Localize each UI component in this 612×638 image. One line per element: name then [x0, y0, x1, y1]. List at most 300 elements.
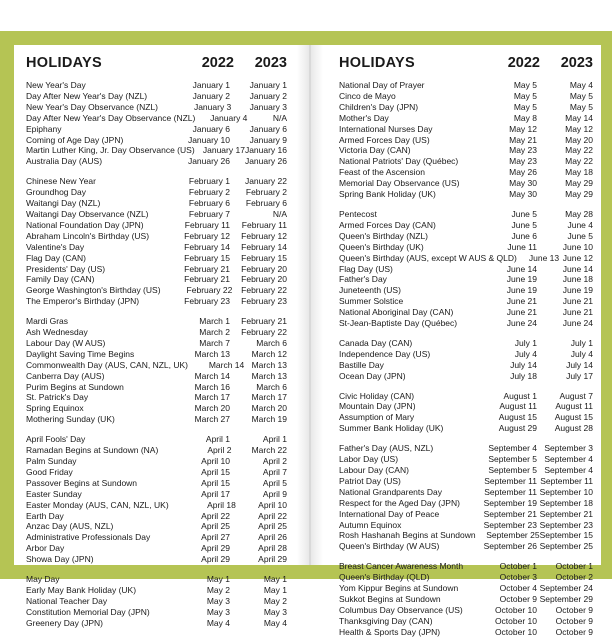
date-2023: January 16	[244, 145, 287, 156]
holiday-row	[339, 296, 593, 307]
date-2023: June 18	[562, 274, 593, 285]
date-2022: April 29	[201, 554, 230, 565]
date-2023: July 4	[570, 348, 593, 359]
date-2022: June 14	[506, 263, 537, 274]
date-2022: May 21	[509, 134, 537, 145]
date-2023: March 13	[251, 370, 287, 381]
date-2022: March 14	[208, 359, 245, 370]
holiday-row	[339, 178, 593, 189]
holiday-name: Labour Day (CAN)	[339, 465, 409, 475]
date-2023: April 26	[258, 532, 287, 543]
holiday-name: Yom Kippur Begins at Sundown	[339, 583, 459, 594]
date-2023: May 5	[569, 90, 593, 101]
date-2023: April 10	[258, 499, 287, 510]
holiday-name: National Grandparents Day	[339, 486, 443, 497]
holiday-row	[339, 476, 593, 487]
holiday-row	[26, 574, 287, 585]
holiday-row	[339, 541, 593, 552]
holiday-name: Memorial Day Observance (US)	[339, 178, 460, 189]
date-2023: May 3	[263, 606, 287, 617]
date-2022: October 4	[499, 583, 537, 594]
holiday-row	[26, 489, 287, 500]
date-2023: May 22	[565, 156, 593, 167]
date-2022: June 19	[506, 274, 537, 285]
holiday-row	[26, 511, 287, 522]
date-2023: May 1	[263, 574, 287, 585]
holiday-name: Victoria Day (CAN)	[339, 145, 411, 156]
holiday-name: Summer Solstice	[339, 296, 404, 307]
holiday-row	[339, 391, 593, 402]
holiday-row	[26, 532, 287, 543]
date-2023: March 12	[251, 348, 287, 359]
holiday-name: Showa Day (JPN)	[26, 554, 94, 565]
holiday-row	[339, 338, 593, 349]
date-2022: April 2	[207, 445, 232, 456]
holiday-name: George Washington's Birthday (US)	[26, 285, 161, 296]
holiday-name: International Day of Peace	[339, 508, 440, 519]
date-2023: February 2	[245, 187, 287, 198]
date-2022: July 4	[514, 348, 537, 359]
holiday-row	[26, 91, 287, 102]
year-column-2023: 2023	[254, 55, 287, 71]
date-2022: September 19	[483, 497, 537, 508]
holiday-name: Assumption of Mary	[339, 412, 415, 423]
date-2023: March 19	[251, 414, 287, 425]
holiday-name: The Emperor's Birthday (JPN)	[26, 296, 140, 307]
date-2023: N/A	[272, 208, 287, 219]
date-2022: February 7	[188, 208, 230, 219]
holiday-name: Queen's Birthday (W AUS)	[339, 541, 440, 552]
holiday-group	[339, 561, 593, 637]
date-2022: July 14	[510, 359, 537, 370]
holiday-name: Ramadan Begins at Sundown (NA)	[26, 445, 159, 456]
holiday-name: New Year's Day Observance (NZL)	[26, 101, 159, 112]
date-2023: April 7	[262, 466, 287, 477]
date-2022: May 30	[509, 189, 537, 200]
date-2022: June 19	[506, 285, 537, 296]
date-2022: September 21	[483, 508, 537, 519]
date-2022: April 15	[201, 477, 230, 488]
date-2023: June 21	[562, 296, 593, 307]
holiday-name: Palm Sunday	[26, 456, 77, 466]
holiday-row	[26, 618, 287, 629]
date-2022: October 10	[494, 626, 537, 637]
holiday-row	[26, 145, 287, 156]
holiday-name: Health & Sports Day (JPN)	[339, 626, 441, 637]
date-2023: February 14	[241, 241, 287, 252]
date-2023: May 4	[263, 617, 287, 628]
date-2022: April 18	[207, 499, 236, 510]
date-2022: January 3	[193, 101, 232, 112]
date-2022: March 14	[194, 370, 230, 381]
holiday-name: Flag Day (US)	[339, 263, 393, 274]
holiday-name: Early May Bank Holiday (UK)	[26, 584, 137, 595]
date-2022: September 26	[483, 541, 537, 552]
holiday-name: Greenery Day (JPN)	[26, 617, 103, 628]
date-2022: April 10	[201, 456, 230, 466]
date-2022: May 3	[206, 595, 230, 606]
holiday-name: Queen's Birthday (NZL)	[339, 230, 429, 241]
holiday-name: Mardi Gras	[26, 316, 69, 327]
holiday-name: National Aboriginal Day (CAN)	[339, 307, 454, 318]
date-2023: April 22	[258, 510, 287, 521]
holiday-name: Waitangi Day Observance (NZL)	[26, 208, 149, 219]
date-2022: May 26	[509, 167, 537, 178]
holiday-row	[26, 414, 287, 425]
holiday-row	[339, 242, 593, 253]
date-2023: September 25	[539, 541, 593, 552]
holiday-name: Passover Begins at Sundown	[26, 477, 138, 488]
holiday-row	[26, 264, 287, 275]
date-2023: September 21	[539, 508, 593, 519]
date-2023: July 17	[566, 370, 593, 381]
date-2022: March 17	[194, 392, 230, 403]
holiday-row	[339, 616, 593, 627]
holiday-name: Queen's Birthday (QLD)	[339, 572, 430, 583]
date-2022: April 15	[201, 466, 230, 477]
year-column-2022: 2022	[507, 55, 540, 71]
date-2022: May 8	[513, 112, 537, 123]
holiday-group	[26, 80, 287, 167]
holiday-row	[339, 80, 593, 91]
holiday-name: Armed Forces Day (US)	[339, 134, 430, 145]
holiday-row	[26, 467, 287, 478]
date-2023: March 20	[251, 403, 287, 414]
holiday-name: New Year's Day	[26, 80, 86, 90]
date-2022: October 3	[499, 572, 537, 583]
date-2022: January 17	[202, 145, 245, 156]
holiday-row	[339, 530, 593, 541]
holiday-row	[26, 187, 287, 198]
date-2022: October 10	[494, 604, 537, 615]
date-2022: October 10	[494, 615, 537, 626]
date-2022: March 27	[194, 414, 230, 425]
date-2022: May 2	[206, 584, 230, 595]
holiday-row	[26, 585, 287, 596]
holiday-name: Patriot Day (US)	[339, 475, 401, 486]
holiday-name: Martin Luther King, Jr. Day Observance (US)	[26, 145, 195, 156]
date-2023: May 14	[565, 112, 593, 123]
date-2023: March 6	[256, 337, 287, 348]
holiday-name: May Day	[26, 574, 60, 585]
date-2022: May 5	[513, 101, 537, 112]
holiday-row	[339, 465, 593, 476]
holiday-row	[26, 349, 287, 360]
planner-spread	[0, 31, 612, 637]
date-2022: June 24	[506, 318, 537, 329]
holiday-name: Constitution Memorial Day (JPN)	[26, 606, 150, 617]
holiday-row	[339, 498, 593, 509]
holiday-row	[26, 371, 287, 382]
date-2022: June 21	[506, 307, 537, 318]
holiday-name: Groundhog Day	[26, 187, 87, 198]
date-2022: January 6	[192, 123, 230, 134]
holiday-row	[26, 392, 287, 403]
date-2023: March 22	[251, 445, 287, 456]
date-2022: September 23	[483, 519, 537, 530]
date-2023: September 24	[539, 583, 593, 594]
holiday-name: Rosh Hashanah Begins at Sundown	[339, 530, 476, 541]
holiday-group	[26, 316, 287, 425]
date-2023: February 21	[241, 316, 287, 327]
holiday-row	[339, 156, 593, 167]
holiday-row	[339, 253, 593, 264]
date-2022: February 2	[188, 187, 230, 198]
holiday-name: Anzac Day (AUS, NZL)	[26, 521, 114, 532]
date-2023: N/A	[272, 112, 287, 123]
holiday-name: National Patriots' Day (Québec)	[339, 156, 459, 167]
holiday-row	[339, 264, 593, 275]
holiday-name: Mountain Day (JPN)	[339, 401, 416, 412]
date-2023: February 23	[241, 296, 287, 307]
date-2022: September 5	[488, 465, 537, 475]
date-2023: January 1	[249, 80, 287, 90]
date-2023: September 11	[540, 475, 593, 486]
holiday-row	[26, 338, 287, 349]
holiday-row	[339, 209, 593, 220]
date-2022: March 20	[194, 403, 230, 414]
date-2022: March 13	[194, 348, 230, 359]
holiday-row	[26, 242, 287, 253]
holiday-group	[339, 80, 593, 200]
date-2022: June 6	[511, 230, 537, 241]
holiday-name: Easter Sunday	[26, 488, 82, 499]
holiday-name: Australia Day (AUS)	[26, 156, 103, 167]
date-2023: September 10	[539, 486, 593, 497]
holiday-name: Chinese New Year	[26, 176, 96, 187]
holiday-row	[339, 412, 593, 423]
year-column-2023: 2023	[560, 55, 593, 71]
date-2023: June 24	[562, 318, 593, 329]
date-2023: August 15	[554, 412, 593, 423]
holiday-row	[26, 360, 287, 371]
date-2022: October 1	[499, 561, 537, 572]
holiday-group	[26, 574, 287, 629]
holiday-row	[26, 327, 287, 338]
holiday-row	[339, 135, 593, 146]
page-title: HOLIDAYS	[26, 55, 102, 71]
holiday-row	[26, 113, 287, 124]
date-2023: September 29	[539, 593, 593, 604]
holiday-row	[339, 167, 593, 178]
date-2022: September 11	[484, 475, 537, 486]
date-2022: February 14	[184, 241, 230, 252]
date-2023: September 18	[539, 497, 593, 508]
date-2022: February 11	[184, 219, 230, 230]
holiday-name: National Foundation Day (JPN)	[26, 219, 144, 230]
date-2022: February 22	[186, 285, 233, 296]
holiday-row	[26, 554, 287, 565]
date-2022: February 12	[184, 230, 230, 241]
holiday-name: Summer Bank Holiday (UK)	[339, 423, 444, 434]
holiday-row	[339, 360, 593, 371]
holiday-name: Commonwealth Day (AUS, CAN, NZL, UK)	[26, 359, 189, 370]
holiday-row	[339, 102, 593, 113]
holiday-name: Day After New Year's Day (NZL)	[26, 90, 148, 101]
holiday-row	[26, 434, 287, 445]
left-page-header	[26, 55, 287, 77]
date-2023: October 9	[555, 615, 593, 626]
holiday-row	[26, 220, 287, 231]
holiday-name: National Day of Prayer	[339, 80, 425, 90]
holiday-name: Flag Day (CAN)	[26, 252, 86, 263]
date-2022: April 22	[201, 510, 230, 521]
date-2023: June 21	[562, 307, 593, 318]
date-2023: January 6	[249, 123, 287, 134]
holiday-row	[26, 445, 287, 456]
holiday-row	[339, 307, 593, 318]
holiday-row	[26, 80, 287, 91]
date-2023: February 22	[241, 285, 287, 296]
date-2022: January 10	[187, 134, 230, 145]
date-2023: May 18	[565, 167, 593, 178]
date-2023: January 22	[244, 176, 287, 187]
holiday-name: Ocean Day (JPN)	[339, 370, 406, 381]
date-2023: January 3	[249, 101, 287, 112]
date-2022: October 9	[499, 593, 537, 604]
date-2022: February 1	[188, 176, 230, 187]
right-page-header	[339, 55, 593, 77]
date-2022: February 15	[184, 252, 230, 263]
holiday-group	[339, 391, 593, 435]
holiday-name: Bastille Day	[339, 359, 384, 370]
date-2023: September 3	[544, 443, 593, 454]
holiday-name: Breast Cancer Awareness Month	[339, 561, 464, 572]
holiday-group	[26, 434, 287, 565]
date-2023: July 1	[570, 337, 593, 348]
holiday-row	[339, 318, 593, 329]
holiday-name: April Fools' Day	[26, 434, 86, 445]
holiday-row	[339, 220, 593, 231]
date-2022: January 2	[192, 90, 230, 101]
date-2022: June 21	[506, 296, 537, 307]
holiday-row	[26, 124, 287, 135]
date-2022: January 26	[187, 156, 230, 167]
date-2023: June 4	[567, 219, 593, 230]
date-2022: April 17	[201, 488, 230, 499]
holiday-name: Thanksgiving Day (CAN)	[339, 615, 433, 626]
date-2023: May 29	[565, 189, 593, 200]
date-2022: February 21	[184, 274, 230, 285]
date-2023: March 17	[251, 392, 287, 403]
date-2022: September 25	[486, 530, 540, 541]
holiday-row	[339, 443, 593, 454]
date-2022: May 5	[513, 80, 537, 90]
holiday-group	[339, 209, 593, 329]
holiday-name: International Nurses Day	[339, 123, 433, 134]
date-2023: March 13	[251, 359, 287, 370]
holiday-name: Pentecost	[339, 208, 377, 219]
holiday-name: Juneteenth (US)	[339, 285, 401, 296]
holiday-row	[339, 509, 593, 520]
date-2022: September 11	[484, 486, 537, 497]
date-2023: August 11	[555, 401, 593, 412]
date-2023: May 29	[565, 178, 593, 189]
holiday-name: Abraham Lincoln's Birthday (US)	[26, 230, 150, 241]
date-2022: March 2	[199, 327, 230, 338]
holiday-name: Good Friday	[26, 466, 73, 477]
holiday-row	[26, 198, 287, 209]
date-2022: June 5	[511, 208, 537, 219]
holiday-row	[26, 102, 287, 113]
holiday-row	[26, 521, 287, 532]
date-2022: February 23	[184, 296, 230, 307]
holiday-name: Easter Monday (AUS, CAN, NZL, UK)	[26, 499, 169, 510]
date-2023: September 23	[539, 519, 593, 530]
holiday-name: Labour Day (W AUS)	[26, 337, 106, 348]
date-2022: February 21	[184, 263, 230, 274]
holiday-row	[26, 156, 287, 167]
holiday-name: Queen's Birthday (AUS, except W AUS & QLD)	[339, 252, 517, 263]
date-2023: April 29	[258, 554, 287, 565]
date-2023: June 5	[567, 230, 593, 241]
holiday-name: Mother's Day	[339, 112, 389, 123]
date-2022: May 1	[206, 574, 230, 585]
date-2022: August 29	[498, 423, 537, 434]
date-2022: June 11	[507, 241, 537, 252]
holiday-name: Feast of the Ascension	[339, 167, 425, 178]
date-2023: April 25	[258, 521, 287, 532]
date-2022: March 16	[194, 381, 230, 392]
holiday-row	[26, 253, 287, 264]
holiday-row	[26, 456, 287, 467]
date-2022: April 29	[201, 543, 230, 554]
holiday-row	[339, 561, 593, 572]
holiday-row	[339, 454, 593, 465]
holiday-name: St. Patrick's Day	[26, 392, 89, 403]
holiday-row	[339, 605, 593, 616]
holiday-name: Cinco de Mayo	[339, 90, 396, 101]
date-2023: September 4	[544, 465, 593, 475]
date-2022: May 23	[509, 145, 537, 156]
year-column-2022: 2022	[201, 55, 234, 71]
holiday-row	[339, 113, 593, 124]
holiday-name: Father's Day (AUS, NZL)	[339, 443, 434, 454]
date-2022: March 7	[199, 337, 230, 348]
date-2023: October 9	[555, 626, 593, 637]
holiday-name: Spring Equinox	[26, 403, 84, 414]
date-2022: July 1	[514, 337, 537, 348]
date-2023: April 1	[262, 434, 287, 445]
holiday-row	[339, 401, 593, 412]
holiday-name: Queen's Birthday (UK)	[339, 241, 424, 252]
date-2022: August 11	[499, 401, 537, 412]
date-2023: June 10	[562, 241, 593, 252]
holiday-name: Coming of Age Day (JPN)	[26, 134, 124, 145]
holiday-row	[26, 316, 287, 327]
holiday-row	[339, 594, 593, 605]
page-title: HOLIDAYS	[339, 55, 415, 71]
right-holiday-list	[339, 80, 593, 638]
date-2022: March 1	[199, 316, 230, 327]
date-2023: June 14	[562, 263, 593, 274]
left-page	[14, 45, 297, 628]
date-2023: October 9	[555, 604, 593, 615]
holiday-name: Sukkot Begins at Sundown	[339, 593, 441, 604]
date-2023: May 5	[569, 101, 593, 112]
holiday-group	[339, 338, 593, 382]
date-2023: July 14	[566, 359, 593, 370]
holiday-row	[26, 500, 287, 511]
date-2022: August 15	[498, 412, 537, 423]
holiday-name: Civic Holiday (CAN)	[339, 390, 415, 401]
date-2023: May 22	[565, 145, 593, 156]
date-2022: April 25	[201, 521, 230, 532]
holiday-name: Earth Day	[26, 510, 64, 521]
right-page	[323, 45, 601, 637]
date-2023: June 12	[562, 252, 593, 263]
holiday-row	[26, 231, 287, 242]
